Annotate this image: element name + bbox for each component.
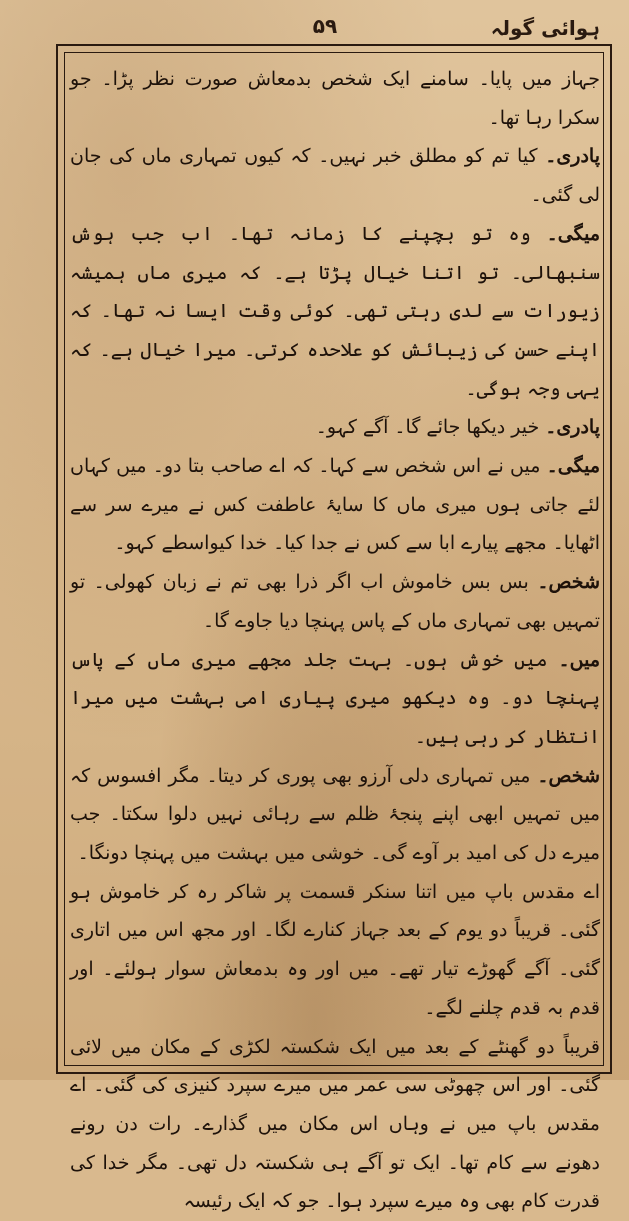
paragraph bbox=[70, 641, 600, 757]
paragraph-text: قریباً دو گھنٹے کے بعد میں ایک شکستہ لکڑی کے مکان میں لائی گئی۔ اور اس چھوٹی سی عمر میں میرے سپرد کنیزی کی گئی۔ اے مقدس باپ میں نے وہاں اس مکان میں گذارے۔ رات دن رونے دھونے سے کام تھا۔ ایک تو آگے ہی شکستہ دل تھی۔ مگر خدا کی قدرت کام بھی وہ میرے سپرد ہوا۔ جو کہ ایک رئیسہ bbox=[70, 1035, 600, 1213]
paragraph-text: کیا تم کو مطلق خبر نہیں۔ کہ کیوں تمہاری ماں کی جان لی گئی۔ bbox=[70, 145, 600, 207]
paragraph-text: جہاز میں پایا۔ سامنے ایک شخص بدمعاش صورت نظر پڑا۔ جو سکرا رہا تھا۔ bbox=[70, 68, 600, 129]
speaker-label: میگی۔ bbox=[546, 222, 600, 245]
speaker-label: میں۔ bbox=[558, 648, 600, 671]
speaker-label: پادری۔ bbox=[545, 145, 600, 168]
paragraph-text: وہ تو بچپنے کا زمانہ تھا۔ اب جب ہوش سنبھالی۔ تو اتنا خیال پڑتا ہے۔ کہ میری ماں ہمیشہ زیورات سے لدی رہتی تھی۔ کوئی وقت ایسا نہ تھا۔ کہ اپنے حسن کی زیبائش کو علاحدہ کرتی۔ میرا خیال ہے۔ کہ یہی وجہ ہوگی۔ bbox=[70, 222, 600, 400]
paragraph-text: میں نے اس شخص سے کہا۔ کہ اے صاحب بتا دو۔ میں کہاں لئے جاتی ہوں میری ماں کا سایۂ عاطفت کس نے میرے سر سے اٹھایا۔ مجھے پیارے ابا سے کس نے جدا کیا۔ خدا کیواسطے کہو۔ bbox=[70, 455, 600, 555]
paragraph bbox=[70, 447, 600, 563]
speaker-label: شخص۔ bbox=[537, 571, 600, 594]
paragraph-text: خیر دیکھا جائے گا۔ آگے کہو۔ bbox=[315, 416, 540, 439]
paragraph bbox=[70, 1028, 600, 1221]
paragraph-text: میں تمہاری دلی آرزو بھی پوری کر دیتا۔ مگر افسوس کہ میں تمہیں ابھی اپنے پنجۂ ظلم سے رہائی نہیں دلوا سکتا۔ جب میرے دل کی امید بر آوے گی۔ خوشی میں بہشت میں پہنچا دونگا۔ bbox=[70, 764, 600, 865]
paragraph bbox=[70, 215, 600, 409]
paragraph bbox=[70, 408, 600, 447]
paragraph bbox=[70, 873, 600, 1028]
paragraph-text: اے مقدس باپ میں اتنا سنکر قسمت پر شاکر رہ کر خاموش ہو گئی۔ قریباً دو یوم کے بعد جہاز کنارے لگا۔ اور مجھ اس میں اتاری گئی۔ آگے گھوڑے تیار تھے۔ میں اور وہ بدمعاش سوار ہولئے۔ اور قدم بہ قدم چلنے لگے۔ bbox=[70, 880, 600, 1019]
paragraph-text: بس بس خاموش اب اگر ذرا بھی تم نے زبان کھولی۔ تو تمہیں بھی تمہاری ماں کے پاس پہنچا دیا جاوے گا۔ bbox=[70, 571, 600, 632]
paragraph-text: میں خوش ہوں۔ بہت جلد مجھے میری ماں کے پاس پہنچا دو۔ وہ دیکھو میری پیاری امی بہشت میں میرا انتظار کر رہی ہیں۔ bbox=[70, 648, 600, 748]
paragraph bbox=[70, 60, 600, 137]
running-title: ہوائی گولہ bbox=[490, 16, 600, 40]
paragraph bbox=[70, 137, 600, 214]
paragraph bbox=[70, 563, 600, 640]
paragraph bbox=[70, 757, 600, 873]
page-number: ۵۹ bbox=[312, 14, 338, 38]
page-header bbox=[40, 12, 610, 46]
speaker-label: پادری۔ bbox=[545, 416, 600, 439]
body-text bbox=[70, 60, 600, 1213]
speaker-label: میگی۔ bbox=[546, 455, 600, 478]
speaker-label: شخص۔ bbox=[537, 764, 600, 787]
